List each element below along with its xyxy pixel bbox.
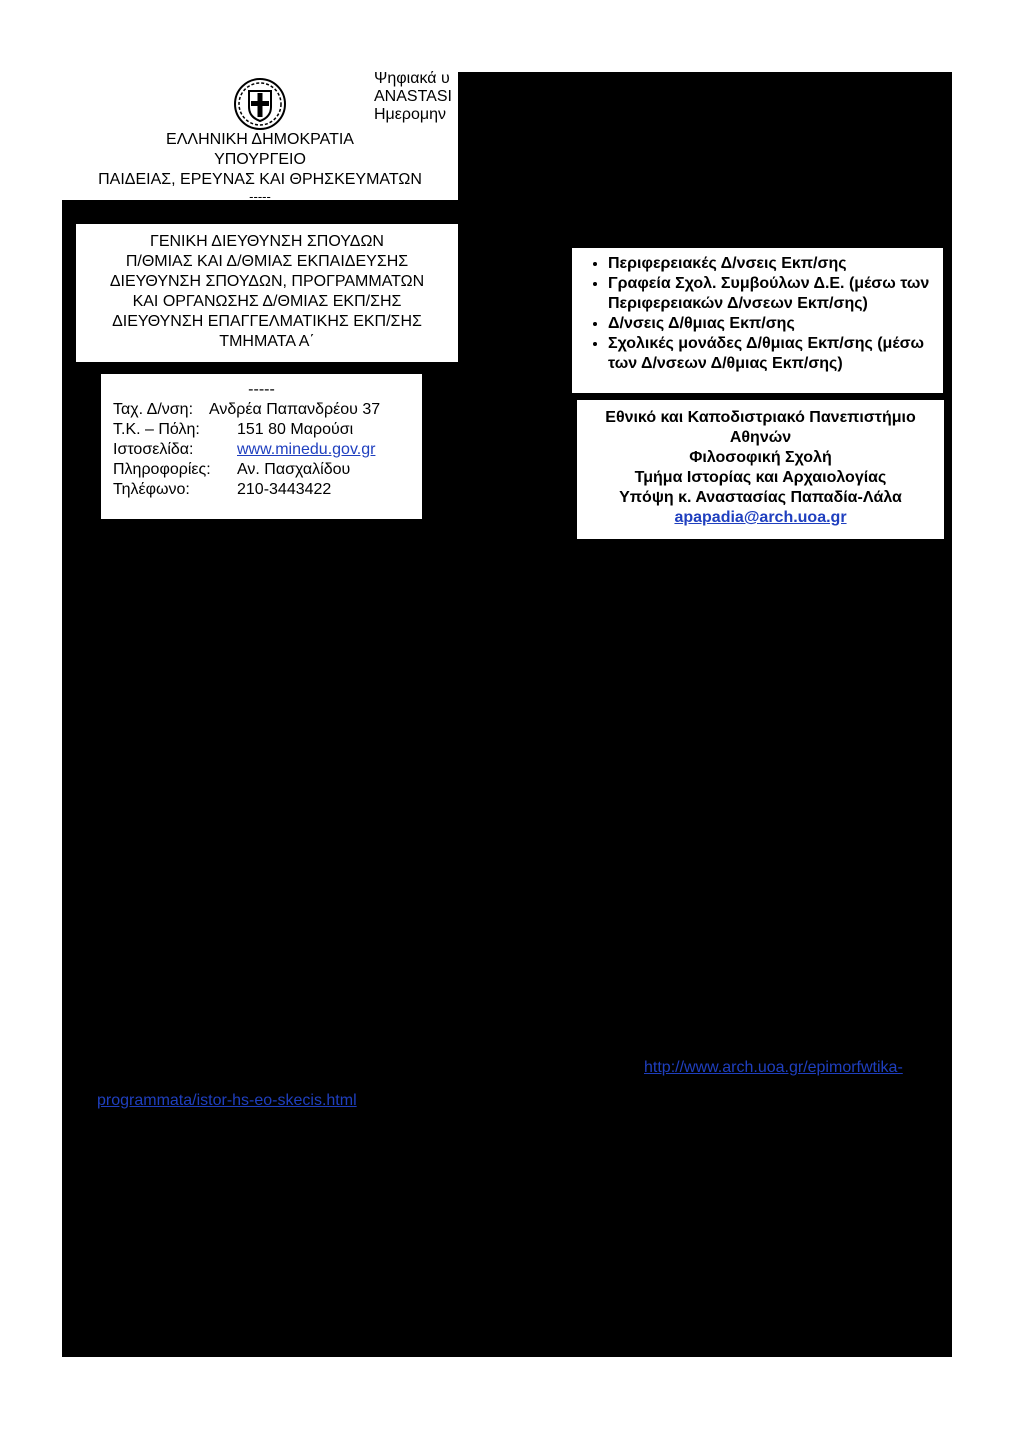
university-box	[577, 400, 944, 539]
program-url-link-part1[interactable]: http://www.arch.uoa.gr/epimorfwtika-	[644, 1059, 903, 1076]
phone-value: 210-3443422	[237, 481, 332, 498]
address-box	[101, 374, 422, 519]
postal-label: Τ.Κ. – Πόλη:	[113, 421, 200, 438]
recipient-item: • Γραφεία Σχολ. Συμβούλων Δ.Ε. (μέσω των Περιφερειακών Δ/νσεων Εκπ/σης)	[608, 274, 933, 314]
signature-line-3: Ημερομην	[374, 106, 447, 123]
postal-row	[101, 420, 422, 440]
university-email-link[interactable]: apapadia@arch.uoa.gr	[674, 509, 847, 526]
header-ministry-name: ΠΑΙΔΕΙΑΣ, ΕΡΕΥΝΑΣ ΚΑΙ ΘΡΗΣΚΕΥΜΑΤΩΝ	[98, 171, 422, 188]
header-country: ΕΛΛΗΝΙΚΗ ΔΗΜΟΚΡΑΤΙΑ	[166, 131, 354, 148]
university-line: Φιλοσοφική Σχολή	[689, 449, 832, 466]
website-label: Ιστοσελίδα:	[113, 441, 194, 458]
recipients-box	[572, 248, 943, 393]
university-line: Υπόψη κ. Αναστασίας Παπαδία-Λάλα	[619, 489, 902, 506]
phone-row	[101, 480, 422, 500]
university-line: Αθηνών	[729, 429, 792, 446]
website-link[interactable]: www.minedu.gov.gr	[237, 441, 376, 458]
digital-signature-text	[374, 70, 458, 126]
department-box	[76, 224, 458, 362]
program-url-link-part2[interactable]: programmata/istor-hs-eo-skecis.html	[97, 1092, 357, 1109]
university-line: Εθνικό και Καποδιστριακό Πανεπιστήμιο	[605, 409, 916, 426]
recipient-item: • Δ/νσεις Δ/θμιας Εκπ/σης	[608, 314, 933, 334]
address-separator: -----	[248, 381, 275, 398]
website-row	[101, 440, 422, 460]
department-line: ΔΙΕΥΘΥΝΣΗ ΕΠΑΓΓΕΛΜΑΤΙΚΗΣ ΕΚΠ/ΣΗΣ	[112, 313, 422, 330]
department-line: ΔΙΕΥΘΥΝΣΗ ΣΠΟΥΔΩΝ, ΠΡΟΓΡΑΜΜΑΤΩΝ	[109, 273, 425, 290]
address-label: Ταχ. Δ/νση:	[113, 401, 194, 418]
recipient-item: • Σχολικές μονάδες Δ/θμιας Εκπ/σης (μέσω των Δ/νσεων Δ/θμιας Εκπ/σης)	[608, 334, 933, 374]
department-line: Π/ΘΜΙΑΣ ΚΑΙ Δ/ΘΜΙΑΣ ΕΚΠΑΙΔΕΥΣΗΣ	[125, 253, 409, 270]
info-row	[101, 460, 422, 480]
header-separator: -----	[249, 189, 271, 204]
phone-label: Τηλέφωνο:	[113, 481, 190, 498]
address-value: Ανδρέα Παπανδρέου 37	[209, 401, 381, 418]
recipient-item: • Περιφερειακές Δ/νσεις Εκπ/σης	[608, 254, 933, 274]
info-value: Αν. Πασχαλίδου	[237, 461, 351, 478]
department-line: ΚΑΙ ΟΡΓΑΝΩΣΗΣ Δ/ΘΜΙΑΣ ΕΚΠ/ΣΗΣ	[132, 293, 402, 310]
signature-line-1: Ψηφιακά υ	[374, 70, 450, 87]
signature-line-2: ANASTASI	[374, 88, 452, 105]
recipients-list	[572, 248, 943, 374]
university-line: Τμήμα Ιστορίας και Αρχαιολογίας	[634, 469, 887, 486]
header-ministry: ΥΠΟΥΡΓΕΙΟ	[214, 151, 306, 168]
greek-coat-of-arms-icon	[232, 76, 288, 132]
info-label: Πληροφορίες:	[113, 461, 211, 478]
department-line: ΤΜΗΜΑΤΑ Α΄	[219, 333, 315, 350]
department-line: ΓΕΝΙΚΗ ΔΙΕΥΘΥΝΣΗ ΣΠΟΥΔΩΝ	[150, 233, 384, 250]
address-row	[101, 400, 422, 420]
postal-value: 151 80 Μαρούσι	[237, 421, 354, 438]
